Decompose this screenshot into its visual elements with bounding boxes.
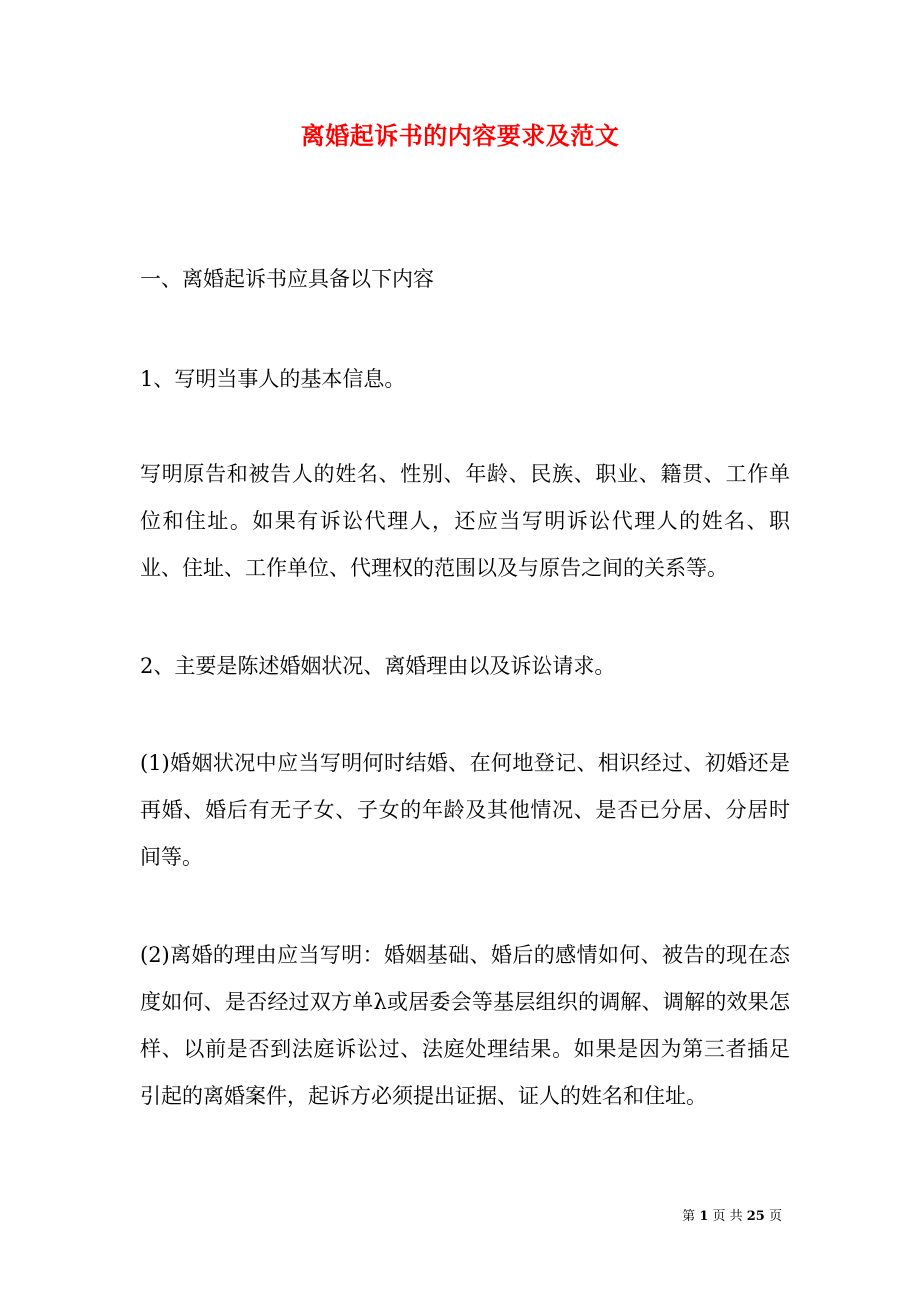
document-title: 离婚起诉书的内容要求及范文 bbox=[300, 121, 620, 150]
footer-suffix: 页 bbox=[764, 1209, 782, 1224]
subheading-2: 2、主要是陈述婚姻状况、离婚理由以及诉讼请求。 bbox=[140, 654, 616, 678]
section-heading-1: 一、离婚起诉书应具备以下内容 bbox=[140, 267, 434, 291]
footer-middle: 页 共 bbox=[708, 1209, 747, 1224]
footer-total-pages: 25 bbox=[746, 1209, 765, 1224]
footer-page-number: 1 bbox=[699, 1209, 709, 1224]
paragraph-party-info: 写明原告和被告人的姓名、性别、年龄、民族、职业、籍贯、工作单位和住址。如果有诉讼代理人，还应当写明诉讼代理人的姓名、职业、住址、工作单位、代理权的范围以及与原告之间的关系等。 bbox=[140, 462, 790, 580]
paragraph-marriage-status: (1)婚姻状况中应当写明何时结婚、在何地登记、相识经过、初婚还是再婚、婚后有无子女、子女的年龄及其他情况、是否已分居、分居时间等。 bbox=[140, 751, 790, 869]
subheading-1: 1、写明当事人的基本信息。 bbox=[140, 367, 406, 391]
page-footer bbox=[682, 1203, 782, 1231]
footer-prefix: 第 bbox=[682, 1209, 700, 1224]
paragraph-divorce-reasons: (2)离婚的理由应当写明：婚姻基础、婚后的感情如何、被告的现在态度如何、是否经过双方单λ或居委会等基层组织的调解、调解的效果怎样、以前是否到法庭诉讼过、法庭处理结果。如果是因为第三者插足引起的离婚案件，起诉方必须提出证据、证人的姓名和住址。 bbox=[140, 943, 790, 1108]
